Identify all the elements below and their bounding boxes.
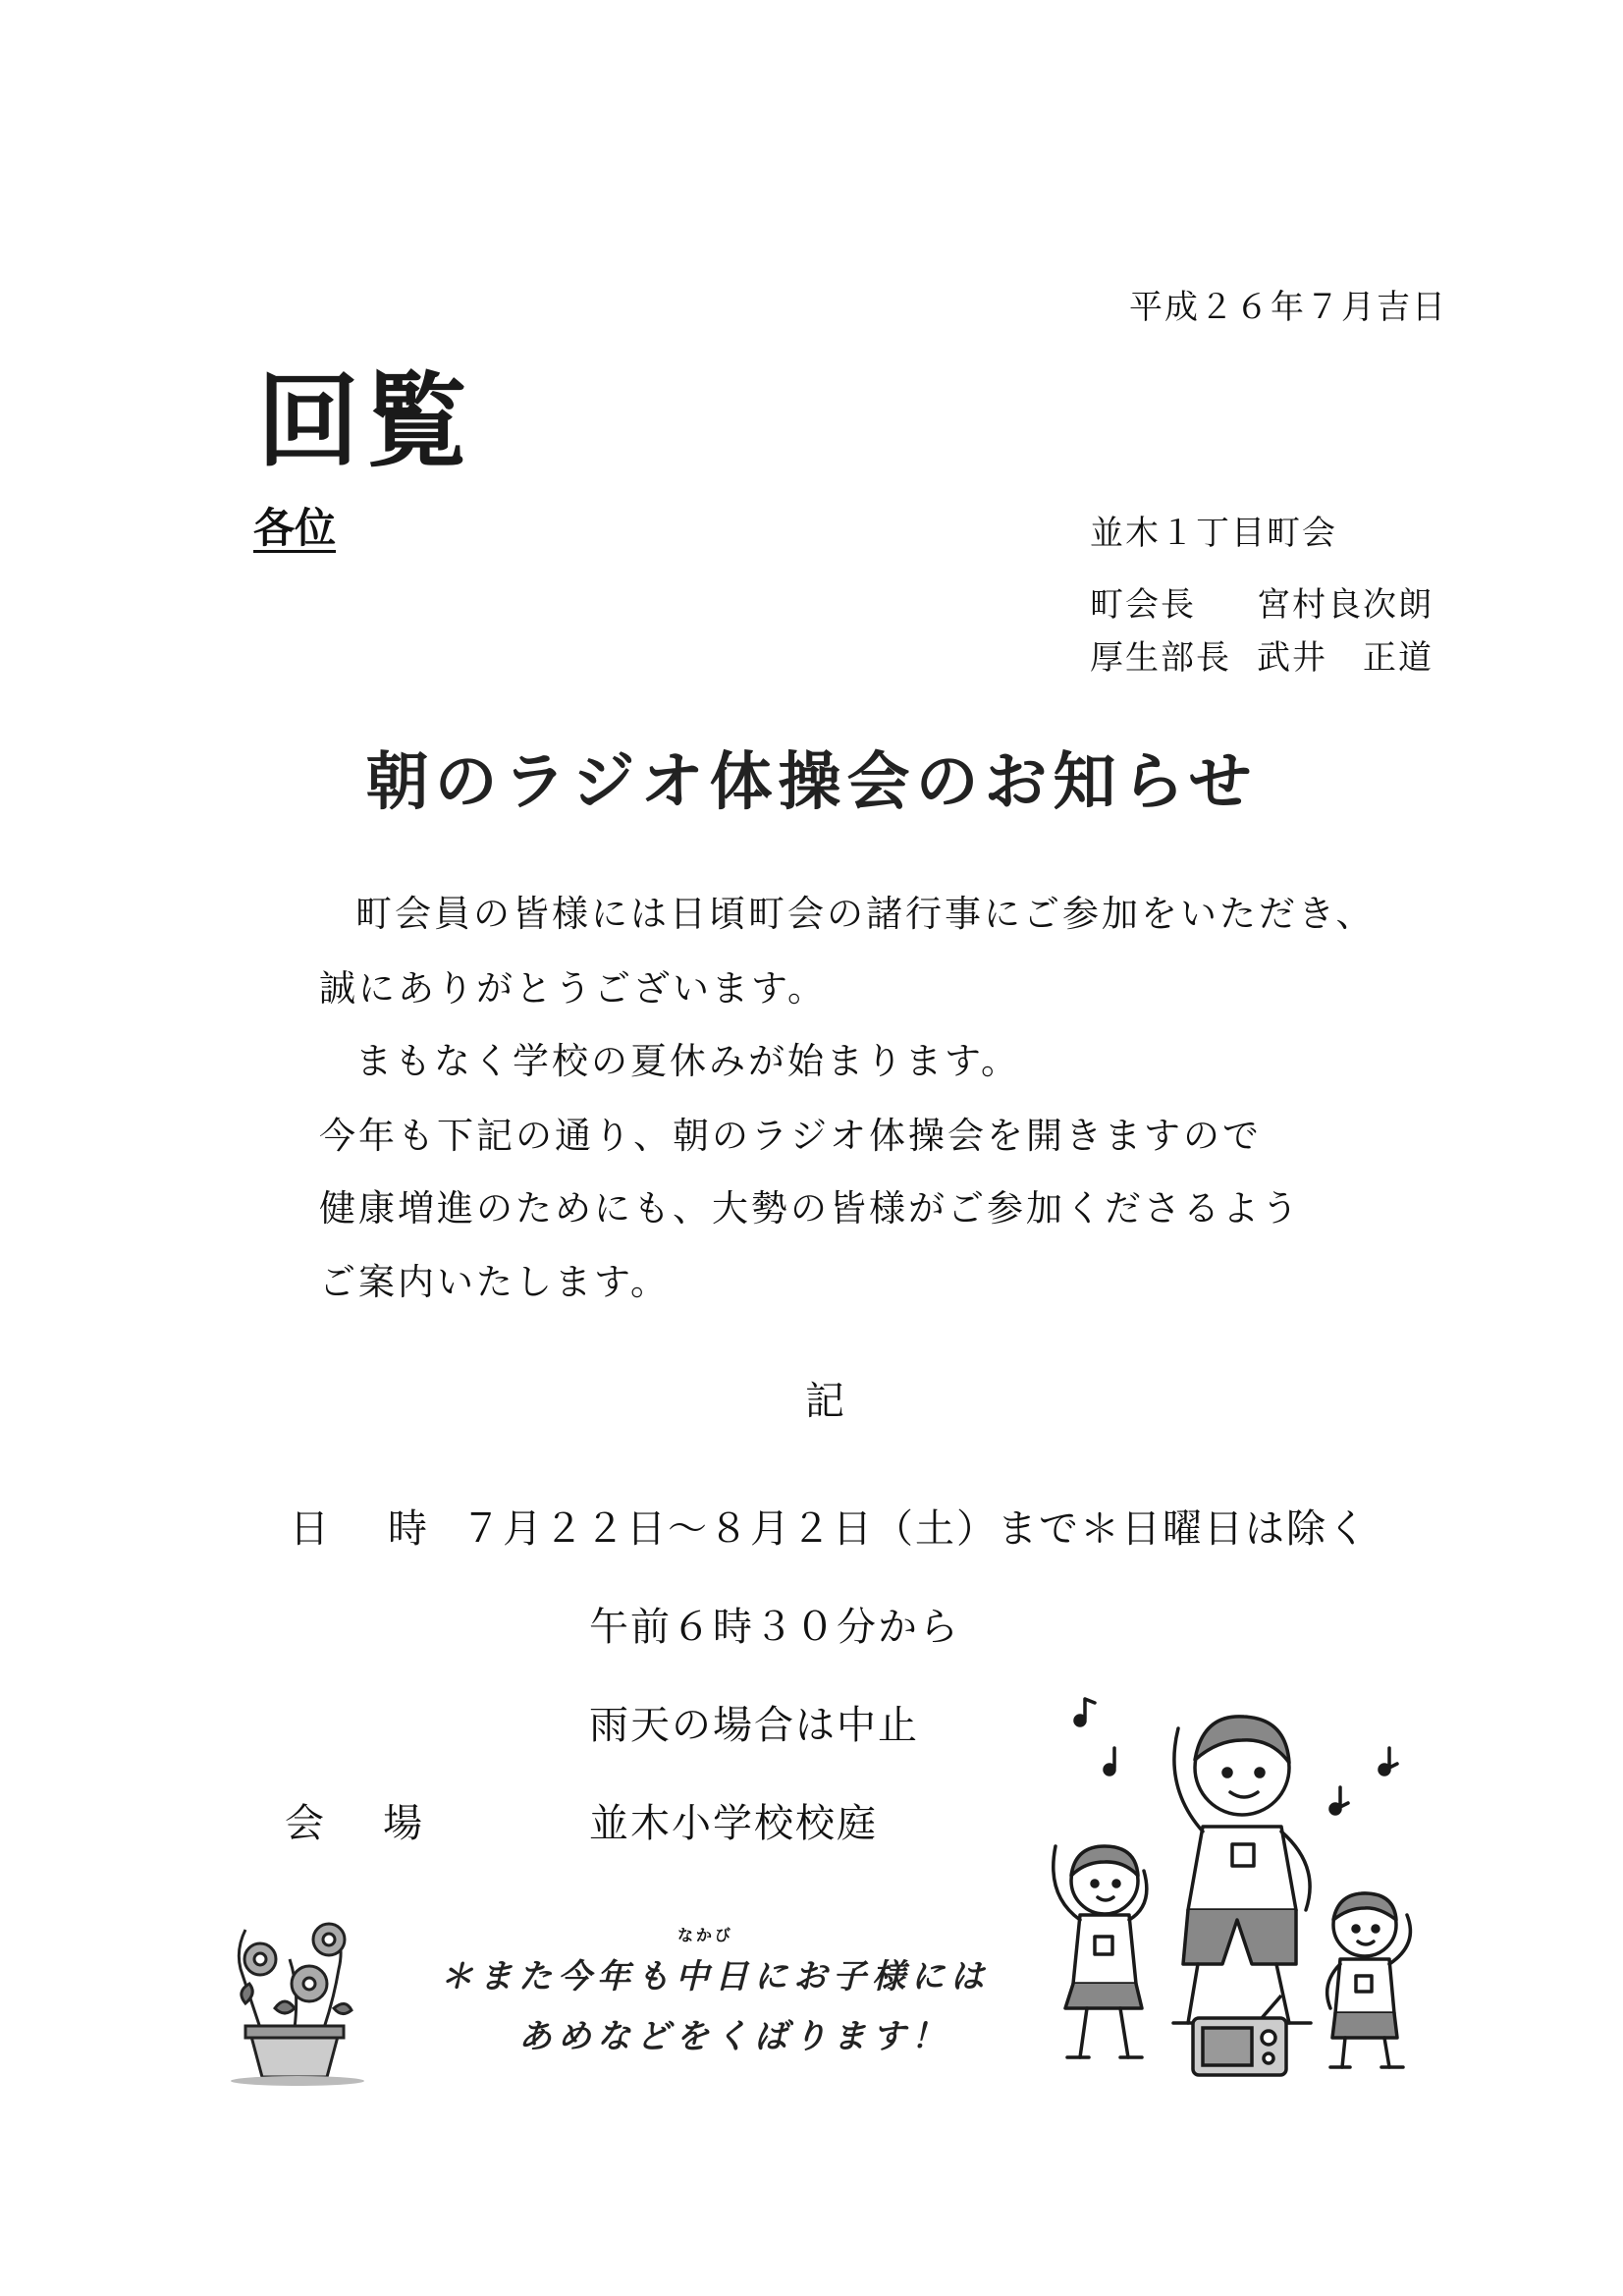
- signatory-name: 宮村良次朗: [1257, 585, 1434, 625]
- body-line: 今年も下記の通り、朝のラジオ体操会を開きますので: [319, 1115, 1262, 1157]
- body-line: まもなく学校の夏休みが始まります。: [355, 1040, 1021, 1082]
- morning-glory-pot-icon: [221, 1910, 368, 2087]
- recipient: 各位: [253, 504, 337, 552]
- signatory-name: 武井 正道: [1257, 638, 1434, 678]
- body-line: ご案内いたします。: [319, 1261, 671, 1303]
- time-value: 午前６時３０分から: [589, 1605, 960, 1650]
- radio-icon: [1188, 1994, 1296, 2082]
- body-line: 誠にありがとうございます。: [319, 967, 828, 1010]
- ki-marker: 記: [805, 1379, 844, 1424]
- organization: 並木１丁目町会: [1090, 514, 1337, 553]
- signatory-role: 町会長: [1090, 585, 1196, 625]
- label-char: 場: [383, 1801, 422, 1846]
- note-line: ＊また今年も中日にお子様には: [440, 1957, 990, 1996]
- rain-value: 雨天の場合は中止: [589, 1703, 919, 1748]
- venue-label: [285, 1792, 422, 1848]
- signatory-welfare: [1090, 630, 1434, 679]
- label-char: 会: [285, 1801, 324, 1846]
- signatory-chair: [1090, 577, 1434, 626]
- label-char: 時: [388, 1506, 427, 1552]
- document-title: 回覧: [257, 361, 474, 481]
- signatory-role: 厚生部長: [1090, 638, 1231, 678]
- ruby-annotation: なかび: [677, 1926, 734, 1944]
- venue-value: 並木小学校校庭: [589, 1801, 878, 1846]
- note-line: あめなどをくばります！: [518, 2017, 950, 2056]
- body-line: 健康増進のためにも、大勢の皆様がご参加くださるよう: [319, 1187, 1301, 1230]
- body-line: 町会員の皆様には日頃町会の諸行事にご参加をいただき、: [355, 893, 1376, 935]
- datetime-label: [290, 1498, 427, 1554]
- notice-heading: 朝のラジオ体操会のお知らせ: [365, 746, 1258, 819]
- date-value: ７月２２日～８月２日（土）まで＊日曜日は除く: [461, 1506, 1369, 1552]
- document-date: 平成２６年７月吉日: [1129, 288, 1447, 327]
- label-char: 日: [290, 1506, 329, 1552]
